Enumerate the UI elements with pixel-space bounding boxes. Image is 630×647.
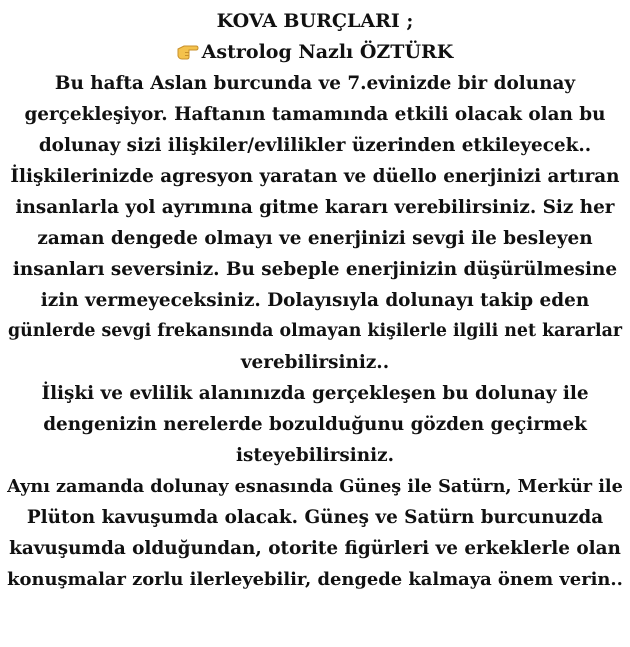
text-line: günlerde sevgi frekansında olmayan kişilerle ilgili net kararlar xyxy=(7,321,623,341)
text-line: verebilirsiniz.. xyxy=(240,352,390,373)
paragraph-2 xyxy=(0,378,630,471)
text-line: izin vermeyeceksiniz. Dolayısıyla dolunayı takip eden xyxy=(40,290,590,311)
text-line: İlişkilerinizde agresyon yaratan ve düello enerjinizi artıran xyxy=(10,166,620,187)
text-line: konuşmalar zorlu ilerleyebilir, dengede kalmaya önem verin.. xyxy=(7,569,623,590)
text-line: isteyebilirsiniz. xyxy=(236,445,394,466)
page-title: KOVA BURÇLARI ; xyxy=(216,10,414,32)
author-line xyxy=(0,37,630,68)
text-line: gerçekleşiyor. Haftanın tamamında etkili olacak olan bu xyxy=(24,104,606,125)
text-line: insanları seversiniz. Bu sebeple enerjinizin düşürülmesine xyxy=(12,259,618,280)
text-line: kavuşumda olduğundan, otorite figürleri ve erkeklerle olan xyxy=(9,538,621,559)
text-line: Plüton kavuşumda olacak. Güneş ve Satürn burcunuzda xyxy=(26,507,604,528)
backhand-index-pointing-right-icon xyxy=(177,40,199,60)
text-line: zaman dengede olmayı ve enerjinizi sevgi ile besleyen xyxy=(37,228,593,249)
text-line: dengenizin nerelerde bozulduğunu gözden geçirmek xyxy=(43,414,587,435)
text-line: Bu hafta Aslan burcunda ve 7.evinizde bir dolunay xyxy=(54,73,576,94)
text-line: Aynı zamanda dolunay esnasında Güneş ile Satürn, Merkür ile xyxy=(7,476,623,497)
text-line: İlişki ve evlilik alanınızda gerçekleşen bu dolunay ile xyxy=(41,383,589,404)
author-name: Astrolog Nazlı ÖZTÜRK xyxy=(201,41,454,63)
paragraph-3 xyxy=(0,471,630,595)
text-line: insanlarla yol ayrımına gitme kararı verebilirsiniz. Siz her xyxy=(15,197,615,218)
paragraph-1 xyxy=(0,68,630,378)
text-line: dolunay sizi ilişkiler/evlilikler üzerinden etkileyecek.. xyxy=(38,135,592,156)
